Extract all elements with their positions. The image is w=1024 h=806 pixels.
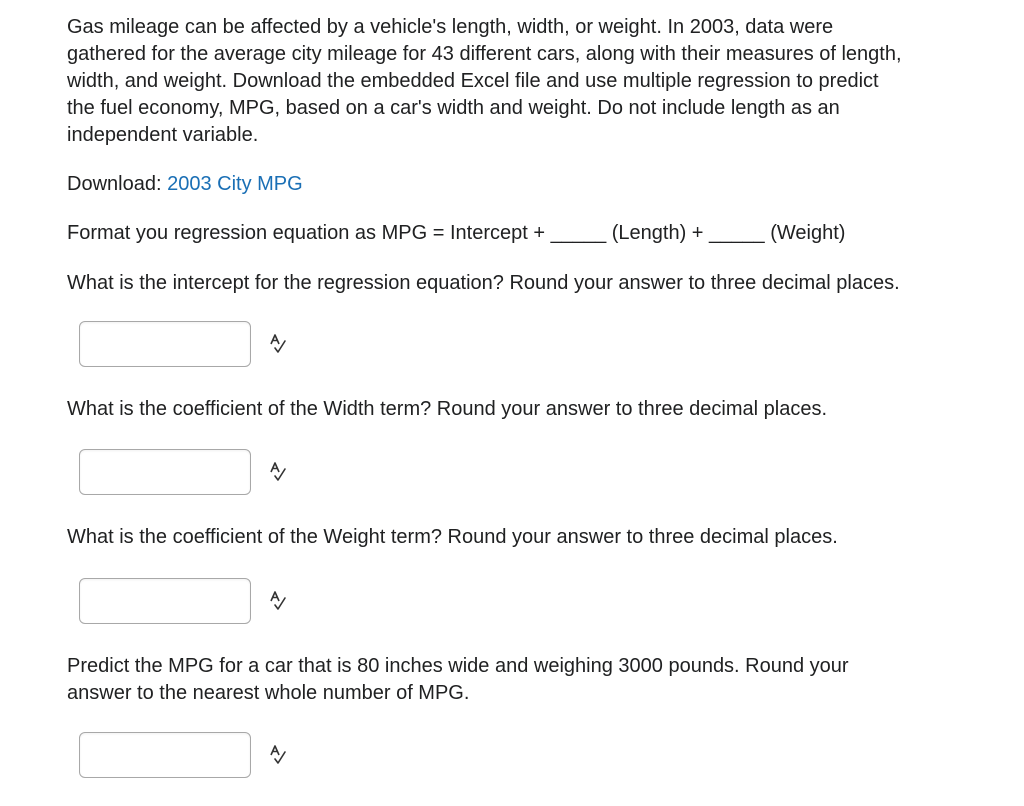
- answer-row-weight: [79, 575, 927, 627]
- download-label: Download:: [67, 173, 162, 195]
- spellcheck-icon[interactable]: [269, 745, 287, 765]
- question-width-coefficient: What is the coefficient of the Width term? Round your answer to three decimal places.: [67, 398, 827, 420]
- question-content: [67, 14, 927, 781]
- download-link[interactable]: 2003 City MPG: [167, 173, 303, 195]
- answer-row-prediction: [79, 729, 927, 781]
- question-intercept: What is the intercept for the regression equation? Round your answer to three decimal places.: [67, 272, 900, 294]
- spellcheck-icon[interactable]: [269, 462, 287, 482]
- download-row: [67, 171, 927, 198]
- spellcheck-icon[interactable]: [269, 591, 287, 611]
- answer-row-intercept: [79, 318, 927, 370]
- problem-intro: Gas mileage can be affected by a vehicle's length, width, or weight. In 2003, data were gathered for the average city mileage for 43 different cars, along with their measures of length, width, and weight. Download the embedded Excel file and use multiple regression to predict the fuel economy, MPG, based on a car's width and weight. Do not include length as an independent variable.: [67, 16, 902, 146]
- question-predict-mpg: Predict the MPG for a car that is 80 inches wide and weighing 3000 pounds. Round your answer to the nearest whole number of MPG.: [67, 655, 849, 704]
- weight-coefficient-input[interactable]: [79, 578, 251, 624]
- format-instruction: Format you regression equation as MPG = Intercept + _____ (Length) + _____ (Weight): [67, 222, 846, 244]
- spellcheck-icon[interactable]: [269, 334, 287, 354]
- answer-row-width: [79, 446, 927, 498]
- question-weight-coefficient: What is the coefficient of the Weight term? Round your answer to three decimal places.: [67, 526, 838, 548]
- intercept-answer-input[interactable]: [79, 321, 251, 367]
- predicted-mpg-input[interactable]: [79, 732, 251, 778]
- width-coefficient-input[interactable]: [79, 449, 251, 495]
